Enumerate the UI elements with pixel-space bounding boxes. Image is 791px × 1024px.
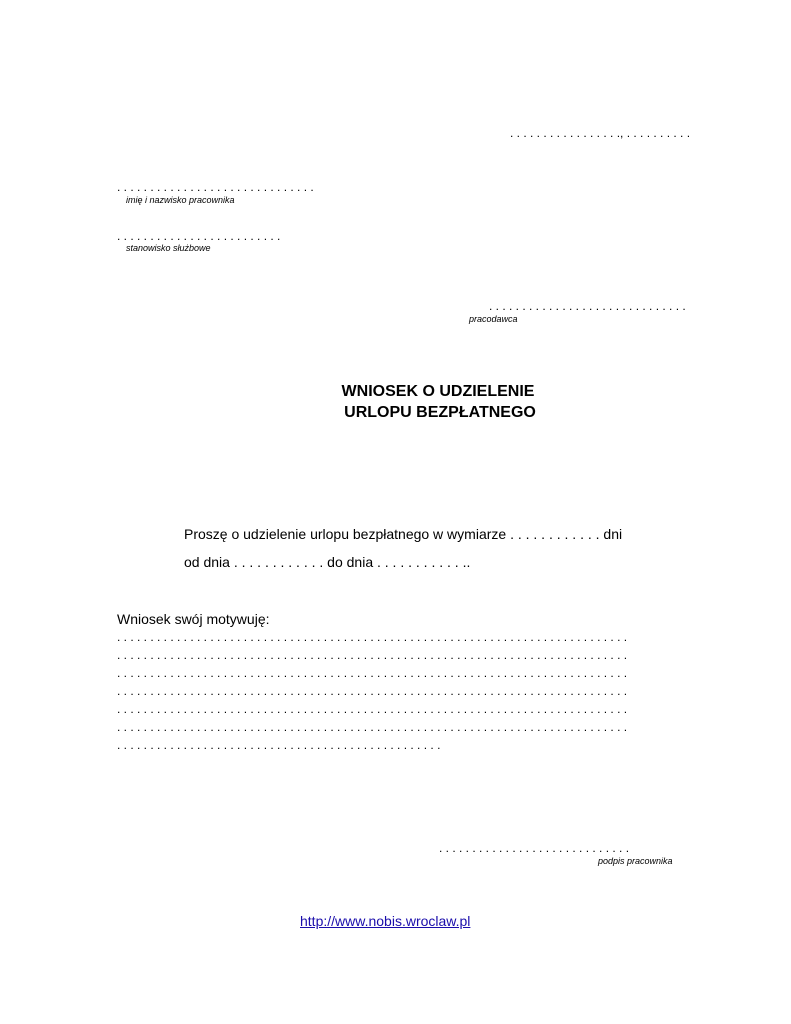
employer-line: . . . . . . . . . . . . . . . . . . . . . . . . . . . . . .	[489, 299, 686, 313]
employee-position-line: . . . . . . . . . . . . . . . . . . . . . . . . .	[117, 229, 281, 243]
employee-name-line: . . . . . . . . . . . . . . . . . . . . . . . . . . . . . .	[117, 180, 314, 194]
place-date-line: . . . . . . . . . . . . . . . . ., . . . . . . . . . .	[510, 126, 691, 140]
motivation-line: . . . . . . . . . . . . . . . . . . . . . . . . . . . . . . . . . . . . . . . . . . . . . . . . . . . . . . . . . . . . . . . . . . . . . . . . . . . . .	[117, 684, 628, 698]
employee-position-caption: stanowisko służbowe	[126, 243, 211, 253]
motivation-line: . . . . . . . . . . . . . . . . . . . . . . . . . . . . . . . . . . . . . . . . . . . . . . . . . . . . . . . . . . . . . . . . . . . . . . . . . . . . .	[117, 648, 628, 662]
motivation-line: . . . . . . . . . . . . . . . . . . . . . . . . . . . . . . . . . . . . . . . . . . . . . . . . .	[117, 738, 441, 752]
employee-name-caption: imię i nazwisko pracownika	[126, 195, 235, 205]
motivation-line: . . . . . . . . . . . . . . . . . . . . . . . . . . . . . . . . . . . . . . . . . . . . . . . . . . . . . . . . . . . . . . . . . . . . . . . . . . . . .	[117, 720, 628, 734]
signature-caption: podpis pracownika	[598, 856, 673, 866]
motivation-line: . . . . . . . . . . . . . . . . . . . . . . . . . . . . . . . . . . . . . . . . . . . . . . . . . . . . . . . . . . . . . . . . . . . . . . . . . . . . .	[117, 666, 628, 680]
document-title-line1: WNIOSEK O UDZIELENIE	[341, 383, 535, 400]
signature-line: . . . . . . . . . . . . . . . . . . . . . . . . . . . . .	[439, 841, 630, 855]
motivation-label: Wniosek swój motywuję:	[117, 611, 270, 627]
footer-website-link[interactable]: http://www.nobis.wroclaw.pl	[300, 913, 471, 929]
employer-caption: pracodawca	[469, 314, 518, 324]
request-line1: Proszę o udzielenie urlopu bezpłatnego w wymiarze . . . . . . . . . . . . dni	[184, 526, 623, 542]
document-title-line2: URLOPU BEZPŁATNEGO	[344, 404, 536, 421]
request-line2: od dnia . . . . . . . . . . . . do dnia . . . . . . . . . . . ..	[184, 554, 471, 570]
motivation-line: . . . . . . . . . . . . . . . . . . . . . . . . . . . . . . . . . . . . . . . . . . . . . . . . . . . . . . . . . . . . . . . . . . . . . . . . . . . . .	[117, 630, 628, 644]
motivation-line: . . . . . . . . . . . . . . . . . . . . . . . . . . . . . . . . . . . . . . . . . . . . . . . . . . . . . . . . . . . . . . . . . . . . . . . . . . . . .	[117, 702, 628, 716]
